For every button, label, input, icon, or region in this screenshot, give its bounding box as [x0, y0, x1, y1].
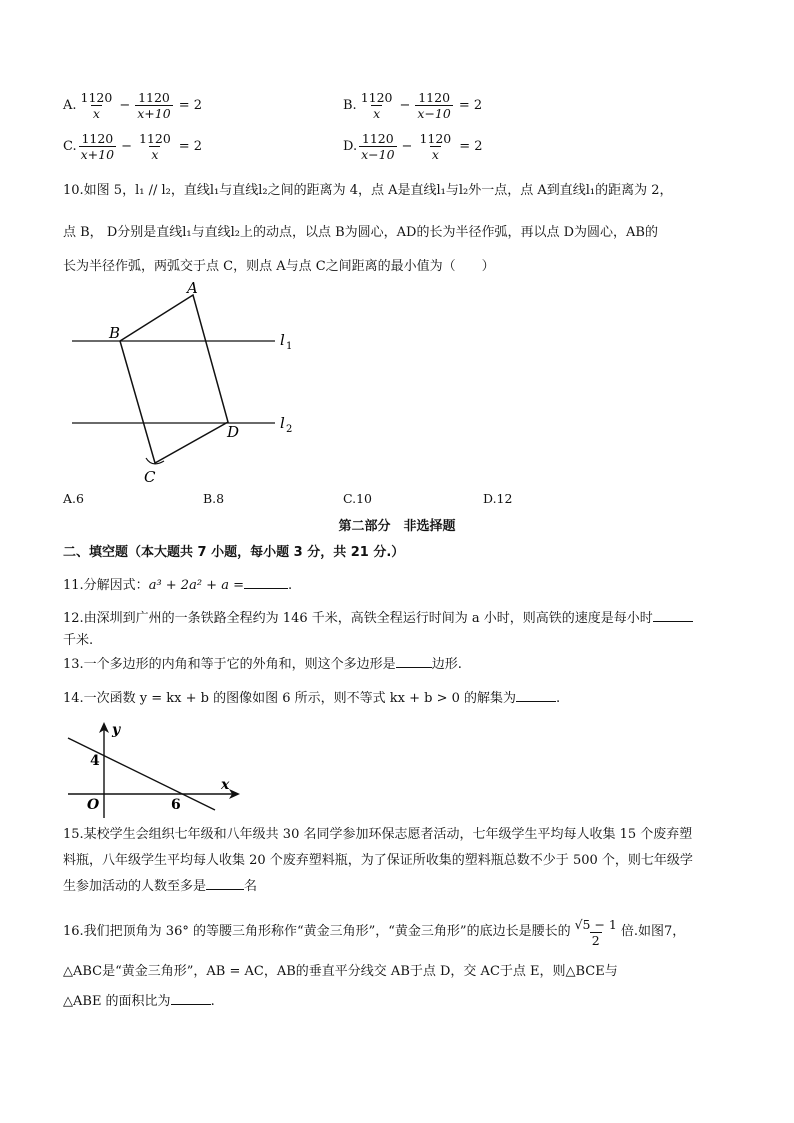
- q10-choice-d: D.12: [483, 491, 513, 506]
- option-c-label: C.: [63, 139, 77, 154]
- numerator: 1120: [138, 131, 171, 146]
- answer-blank: [206, 889, 244, 890]
- answer-blank: [171, 1004, 211, 1005]
- fraction: [359, 90, 395, 121]
- q12-text: 12.由深圳到广州的一条铁路全程约为 146 千米，高铁全程运行时间为 a 小时，则高铁的速度是每小时: [63, 611, 653, 626]
- equation-rhs: = 2: [459, 139, 483, 154]
- fraction: [135, 90, 172, 121]
- figure-6-linear-function: [62, 720, 252, 820]
- numerator: 1120: [138, 90, 170, 105]
- denominator: x: [151, 147, 159, 162]
- q12-tail: 千米.: [63, 633, 94, 648]
- line-l1-label: l: [280, 331, 285, 349]
- figure-5-parallel-lines: [60, 278, 320, 488]
- q14: [63, 690, 560, 708]
- option-d: D. $\frac{1120}{x-10}$ − $\frac{1120}{x}$ = 2: [343, 131, 483, 162]
- option-b: B. $\frac{1120}{x}$ − $\frac{1120}{x-10}$ = 2: [343, 90, 483, 121]
- option-a: A. $\frac{1120}{x}$ − $\frac{1120}{x+10}$ = 2: [63, 90, 202, 121]
- q15-suffix: 名: [244, 879, 258, 894]
- numerator: √5 − 1: [574, 916, 617, 932]
- numerator: 1120: [360, 90, 393, 105]
- option-d-label: D.: [343, 139, 358, 154]
- denominator: 2: [591, 932, 600, 948]
- q16-line-3-text: △ABE 的面积比为: [63, 994, 171, 1009]
- numerator: 1120: [361, 131, 394, 146]
- denominator: x: [92, 106, 100, 121]
- q15-line-1: 15.某校学生会组织七年级和八年级共 30 名同学参加环保志愿者活动，七年级学生平均每人收集 15 个废弃塑: [63, 827, 693, 842]
- part-title: 第二部分 非选择题: [338, 519, 456, 534]
- q12: [63, 610, 693, 628]
- q14-suffix: .: [556, 691, 561, 706]
- numerator: 1120: [80, 90, 113, 105]
- fraction: [79, 90, 115, 121]
- fraction: [415, 90, 452, 121]
- denominator: x+10: [80, 147, 115, 162]
- fraction: [359, 131, 396, 162]
- section-title: 二、填空题（本大题共 7 小题，每小题 3 分，共 21 分.）: [63, 545, 405, 560]
- y-axis-label: y: [112, 722, 121, 738]
- equation-rhs: = 2: [458, 98, 483, 113]
- denominator: x: [431, 147, 439, 162]
- q10-choice-b: B.8: [203, 491, 225, 506]
- answer-blank: [516, 701, 556, 702]
- y-intercept-label: 4: [90, 753, 100, 769]
- answer-blank: [653, 621, 693, 622]
- point-b-label: B: [109, 324, 121, 342]
- q16-line-2: △ABC是“黄金三角形”，AB = AC，AB的垂直平分线交 AB于点 D，交 AC于点 E，则△BCE与: [63, 964, 618, 979]
- point-c-label: C: [144, 468, 156, 486]
- fraction: [137, 131, 173, 162]
- q11: [63, 577, 292, 595]
- q16-line-1: [63, 914, 685, 950]
- option-a-label: A.: [63, 98, 77, 113]
- q11-expression: a³ + 2a² + a =: [148, 578, 244, 593]
- q16-suffix: .: [210, 994, 215, 1009]
- line-l1-subscript: 1: [286, 341, 293, 352]
- q11-suffix: .: [287, 578, 293, 593]
- numerator: 1120: [419, 131, 452, 146]
- q16-line-1-text: 16.我们把顶角为 36° 的等腰三角形称作“黄金三角形”，“黄金三角形”的底边长是腰长的: [63, 924, 571, 939]
- line-l2-subscript: 2: [286, 424, 293, 435]
- fraction: [79, 131, 116, 162]
- q16-line-3: [63, 993, 215, 1011]
- numerator: 1120: [418, 90, 451, 105]
- denominator: x+10: [137, 106, 171, 121]
- denominator: x: [373, 106, 381, 121]
- q13: [63, 656, 462, 674]
- q15-line-3: [63, 878, 257, 896]
- fraction: [417, 131, 453, 162]
- q10-line-1: 10.如图 5，l₁ // l₂，直线l₁与直线l₂之间的距离为 4，点 A是直线l₁与l₂外一点，点 A到直线l₁的距离为 2，: [63, 183, 673, 198]
- equation-rhs: = 2: [178, 98, 202, 113]
- option-b-label: B.: [343, 98, 357, 113]
- line-l2-label: l: [280, 414, 285, 432]
- q16-line-1-tail: 倍.如图7，: [620, 924, 686, 939]
- q10-line-3: 长为半径作弧，两弧交于点 C，则点 A与点 C之间距离的最小值为（ ）: [63, 259, 495, 274]
- point-a-label: A: [187, 279, 198, 297]
- q13-suffix: 边形.: [431, 657, 462, 672]
- numerator: 1120: [81, 131, 114, 146]
- q10-choice-a: A.6: [63, 491, 84, 506]
- answer-blank: [396, 667, 432, 668]
- origin-label: O: [87, 797, 100, 813]
- golden-ratio-fraction: [573, 917, 619, 948]
- point-d-label: D: [227, 423, 240, 441]
- q14-text: 14.一次函数 y = kx + b 的图像如图 6 所示，则不等式 kx + b > 0 的解集为: [63, 691, 517, 706]
- q15-line-3-text: 生参加活动的人数至多是: [63, 879, 207, 894]
- denominator: x−10: [361, 147, 395, 162]
- q10-choice-c: C.10: [343, 491, 372, 506]
- q11-prefix: 11.分解因式：: [63, 578, 149, 593]
- x-axis-label: x: [221, 777, 230, 793]
- denominator: x−10: [417, 106, 451, 121]
- parallelogram-abdc: [120, 295, 228, 463]
- answer-blank: [244, 588, 288, 589]
- q15-line-2: 料瓶，八年级学生平均每人收集 20 个废弃塑料瓶，为了保证所收集的塑料瓶总数不少于 500 个，则七年级学: [63, 853, 693, 868]
- option-c: C. $\frac{1120}{x+10}$ − $\frac{1120}{x}$ = 2: [63, 131, 203, 162]
- equation-rhs: = 2: [178, 139, 203, 154]
- q13-text: 13.一个多边形的内角和等于它的外角和，则这个多边形是: [63, 657, 396, 672]
- x-intercept-label: 6: [171, 797, 181, 813]
- q10-line-2: 点 B， D分别是直线l₁与直线l₂上的动点，以点 B为圆心，AD的长为半径作弧，再以点 D为圆心，AB的: [63, 225, 658, 240]
